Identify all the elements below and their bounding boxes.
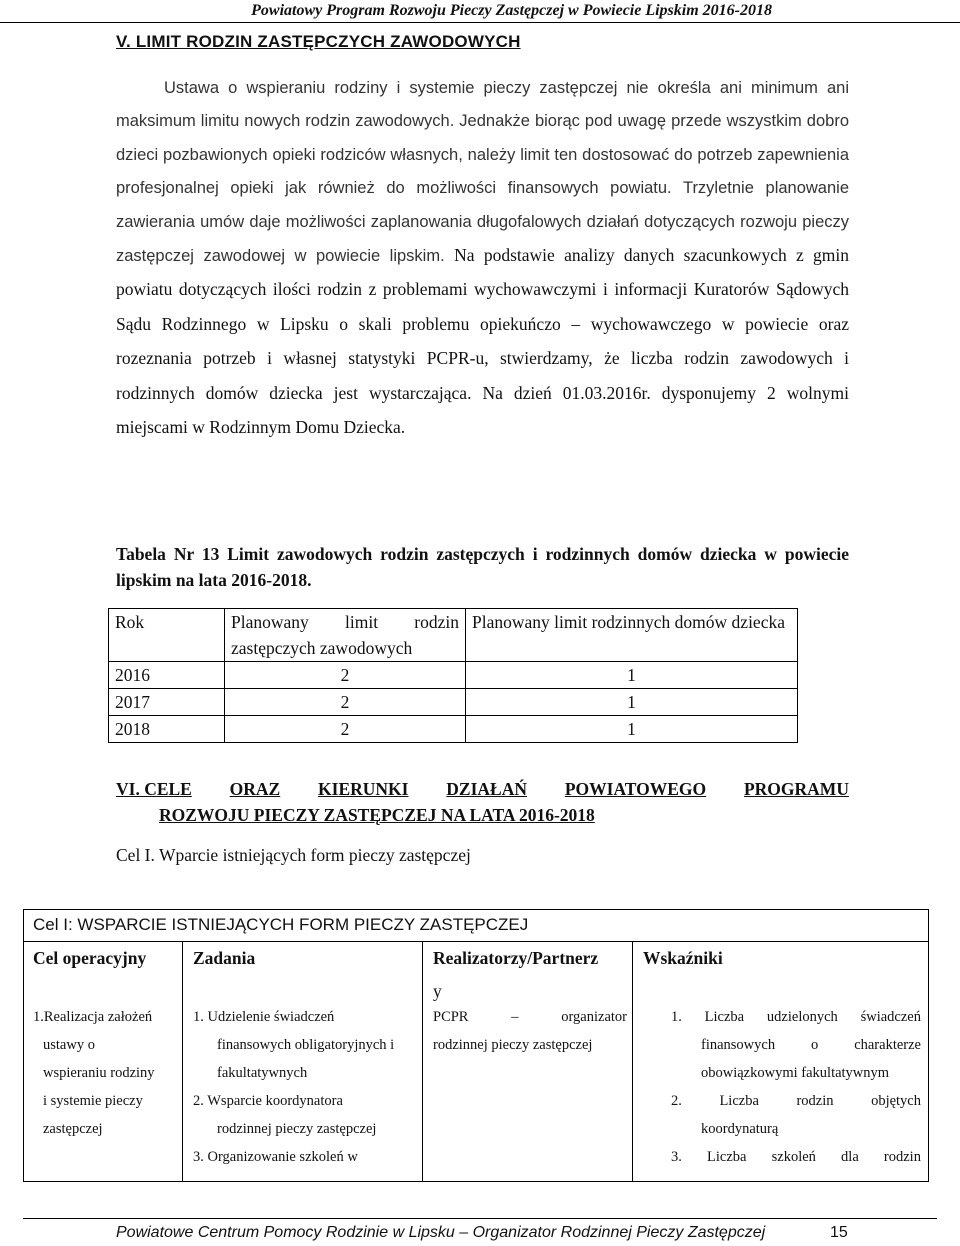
table-13-caption: Tabela Nr 13 Limit zawodowych rodzin zastępczych i rodzinnych domów dziecka w powiecie lipskim na lata 2016-2018. [116,544,849,590]
header-operational-goal: Cel operacyjny [33,948,147,968]
cell-year: 2018 [109,716,225,743]
section-5-paragraph [116,72,849,445]
operational-goal-column [33,942,178,1181]
section-6-title-line-1 [116,776,849,802]
limit-table [108,608,798,743]
footer-text: Powiatowe Centrum Pomocy Rodzinie w Lipsku – Organizator Rodzinnej Pieczy Zastępczej [116,1224,766,1241]
table-row [109,662,798,689]
header-children-home-limit: Planowany limit rodzinnych domów dziecka [466,609,798,662]
cell-year: 2016 [109,662,225,689]
header-partners: Realizatorzy/Partnerz [433,948,599,968]
section-5-title: V. LIMIT RODZIN ZASTĘPCZYCH ZAWODOWYCH [116,32,521,51]
title-word: POWIATOWEGO [564,779,707,799]
partners-column: Realizatorzy/Partnerz y PCPR – organizator rodzinnej pieczy zastępczej [433,942,627,1181]
goal-table [23,909,929,1182]
paragraph-part-2: Na podstawie analizy danych szacunkowych z gmin powiatu dotyczących ilości rodzin z problemami wychowawczymi i informacji Kuratorów Sądowych Sądu Rodzinnego w Lipsku o skali problemu opiekuńczo – wychowawczego w powiecie oraz rozeznania potrzeb i własnej statystyki PCPR-u, stwierdzamy, że liczba rodzin zawodowych i rodzinnych domów dziecka jest wystarczająca. Na dzień 01.03.2016r. dysponujemy 2 wolnymi miejscami w Rodzinnym Domu Dziecka. [116,245,850,438]
cell-foster-limit: 2 [225,662,466,689]
table-row [109,689,798,716]
cell-children-home-limit: 1 [466,662,798,689]
indicators-text: 1. Liczba udzielonych świadczeń finansowych o charakterze obowiązkowymi fakultatywnym 2. Liczba rodzin objętych koordynaturą 3. Liczba szkoleń dla rodzin [671,1009,921,1165]
cell-year: 2017 [109,689,225,716]
cell-children-home-limit: 1 [466,716,798,743]
cell-foster-limit: 2 [225,689,466,716]
goal-label: Cel I. Wparcie istniejących form pieczy zastępczej [116,845,471,865]
operational-goal-text: 1.Realizacja założeń ustawy o wspieraniu rodziny i systemie pieczy zastępczej [33,1009,155,1137]
header-tasks: Zadania [193,948,256,968]
header-foster-limit: Planowany limit rodzin zastępczych zawodowych [225,609,466,662]
title-word: KIERUNKI [318,779,409,799]
tasks-text: 1. Udzielenie świadczeń finansowych obligatoryjnych i fakultatywnych 2. Wsparcie koordynatora rodzinnej pieczy zastępczej 3. Organizowanie szkoleń w [193,1009,395,1165]
title-word: DZIAŁAŃ [446,779,528,799]
header-indicators: Wskaźniki [643,948,723,968]
page-footer [116,1224,856,1242]
running-header: Powiatowy Program Rozwoju Pieczy Zastępczej w Powiecie Lipskim 2016-2018 [0,1,960,23]
table-header-row [109,609,798,662]
page-number: 15 [830,1224,848,1241]
table-row [109,716,798,743]
tasks-column [193,942,418,1181]
paragraph-part-1: Ustawa o wspieraniu rodziny i systemie pieczy zastępczej nie określa ani minimum ani maksimum limitu nowych rodzin zawodowych. Jednakże biorąc pod uwagę przede wszystkim dobro dzieci pozbawionych opieki rodziców własnych, należy limit ten dostosować do potrzeb zapewnienia profesjonalnej opieki jak również do możliwości finansowych powiatu. Trzyletnie planowanie zawierania umów daje możliwości zaplanowania długofalowych działań dotyczących rozwoju pieczy zastępczej zawodowej w powiecie lipskim. [116,79,849,266]
header-year: Rok [109,609,225,662]
title-word: ORAZ [229,779,281,799]
title-word: PROGRAMU [743,779,849,799]
cell-foster-limit: 2 [225,716,466,743]
indicators-column [643,942,921,1181]
section-6-title-line-2: ROZWOJU PIECZY ZASTĘPCZEJ NA LATA 2016-2018 [159,805,595,825]
goal-table-title: Cel I: WSPARCIE ISTNIEJĄCYCH FORM PIECZY ZASTĘPCZEJ [24,910,928,942]
cell-children-home-limit: 1 [466,689,798,716]
title-word: VI. CELE [116,779,192,799]
footer-divider [23,1218,937,1219]
partners-text: PCPR – organizator rodzinnej pieczy zastępczej [433,1009,627,1053]
section-6-title [116,776,849,828]
